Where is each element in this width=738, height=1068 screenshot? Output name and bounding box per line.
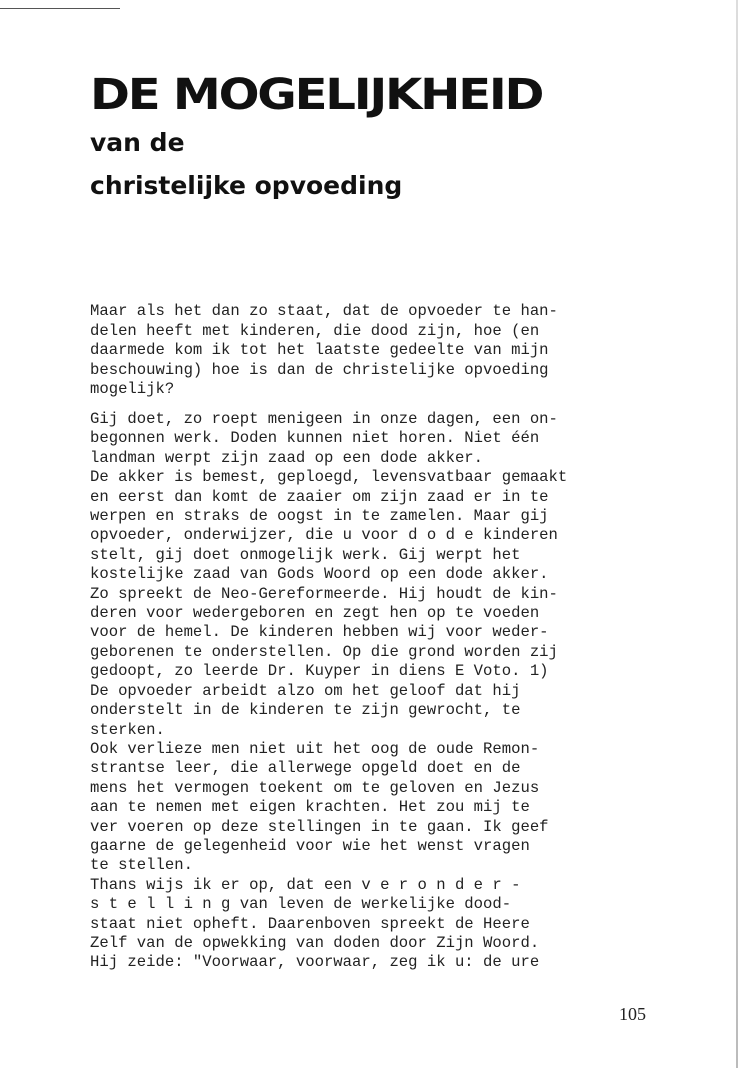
text-line: kostelijke zaad van Gods Woord op een dode akker. [90, 565, 549, 584]
text-line: voor de hemel. De kinderen hebben wij voor weder- [90, 623, 549, 642]
text-line: te stellen. [90, 856, 193, 875]
text-line: De akker is bemest, geploegd, levensvatbaar gemaakt [90, 468, 568, 487]
subtitle-line-1: van de [90, 128, 185, 157]
text-line: gedoopt, zo leerde Dr. Kuyper in diens E Voto. 1) [90, 662, 549, 681]
text-line: beschouwing) hoe is dan de christelijke opvoeding [90, 360, 549, 379]
text-line: Zo spreekt de Neo-Gereformeerde. Hij houdt de kin- [90, 584, 558, 603]
text-line: Gij doet, zo roept menigeen in onze dagen, een on- [90, 410, 558, 428]
text-line: s t e l l i n g van leven de werkelijke dood- [90, 895, 512, 914]
text-line: opvoeder, onderwijzer, die u voor d o d e kinderen [90, 526, 558, 545]
paragraph-2 [90, 410, 710, 973]
text-line: sterken. [90, 720, 165, 739]
page-title: DE MOGELIJKHEID [90, 70, 543, 120]
text-line: Maar als het dan zo staat, dat de opvoeder te han- [90, 302, 558, 320]
text-line: daarmede kom ik tot het laatste gedeelte van mijn [90, 341, 549, 359]
subtitle-line-2: christelijke opvoeding [90, 171, 403, 200]
text-line: Ook verlieze men niet uit het oog de oude Remon- [90, 739, 540, 758]
text-line: gaarne de gelegenheid voor wie het wenst vragen [90, 836, 530, 855]
text-line: stelt, gij doet onmogelijk werk. Gij werpt het [90, 545, 521, 564]
text-line: begonnen werk. Doden kunnen niet horen. Niet één [90, 429, 540, 448]
text-line: onderstelt in de kinderen te zijn gewrocht, te [90, 701, 521, 720]
text-line: en eerst dan komt de zaaier om zijn zaad er in te [90, 487, 549, 506]
page-number: 105 [619, 1004, 646, 1024]
text-line: strantse leer, die allerwege opgeld doet en de [90, 759, 521, 778]
paragraph-1 [90, 302, 710, 400]
text-line: mens het vermogen toekent om te geloven en Jezus [90, 778, 540, 797]
text-line: deren voor wedergeboren en zegt hen op te voeden [90, 604, 540, 623]
text-line: ver voeren op deze stellingen in te gaan. Ik geef [90, 817, 549, 836]
text-line: Zelf van de opwekking van doden door Zijn Woord. [90, 933, 540, 952]
text-line: werpen en straks de oogst in te zamelen. Maar gij [90, 507, 549, 526]
text-line: aan te nemen met eigen krachten. Het zou mij te [90, 798, 530, 817]
text-line: De opvoeder arbeidt alzo om het geloof dat hij [90, 681, 521, 700]
top-rule [0, 8, 120, 9]
text-line: staat niet opheft. Daarenboven spreekt de Heere [90, 914, 530, 933]
text-line: landman werpt zijn zaad op een dode akker. [90, 448, 484, 467]
text-line: Thans wijs ik er op, dat een v e r o n d e r - [90, 875, 521, 894]
text-line: delen heeft met kinderen, die dood zijn, hoe (en [90, 321, 540, 340]
text-line: Hij zeide: "Voorwaar, voorwaar, zeg ik u: de ure [90, 953, 540, 972]
text-line: geborenen te onderstellen. Op die grond worden zij [90, 642, 558, 661]
text-line: mogelijk? [90, 380, 175, 398]
